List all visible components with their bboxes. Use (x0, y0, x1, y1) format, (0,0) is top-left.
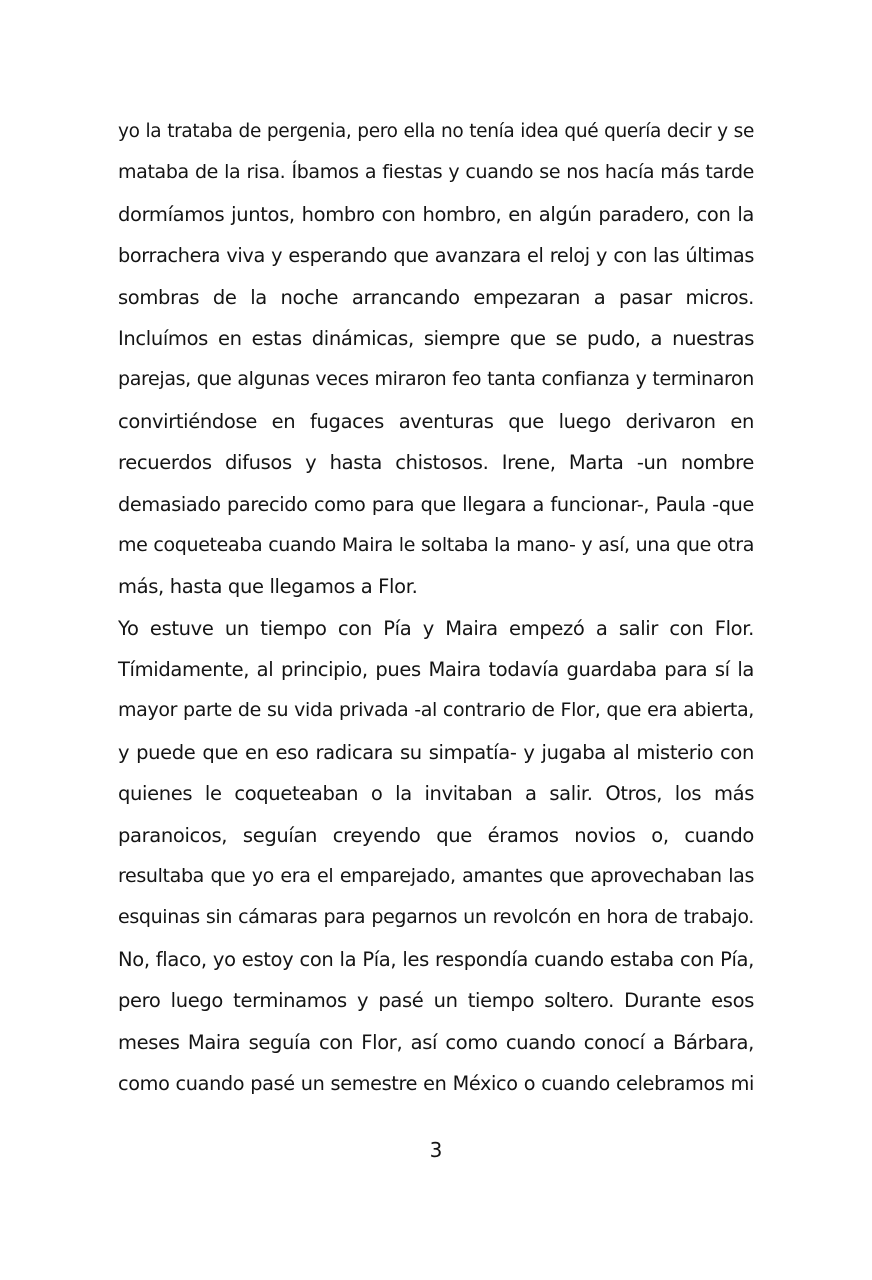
text-line: me coqueteaba cuando Maira le soltaba la mano- y así, una que otra (118, 533, 754, 556)
text-line: mataba de la risa. Íbamos a fiestas y cuando se nos hacía más tarde (118, 161, 754, 184)
text-line: resultaba que yo era el emparejado, amantes que aprovechaban las (118, 865, 754, 888)
page-number: 3 (429, 1138, 443, 1162)
body-text (118, 111, 754, 1104)
text-line: No, flaco, yo estoy con la Pía, les respondía cuando estaba con Pía, (118, 947, 754, 971)
text-line: y puede que en eso radicara su simpatía- y jugaba al misterio con (118, 740, 754, 764)
text-line: parejas, que algunas veces miraron feo tanta confianza y terminaron (118, 368, 754, 391)
text-line: paranoicos, seguían creyendo que éramos novios o, cuando (118, 823, 754, 847)
text-line: Tímidamente, al principio, pues Maira todavía guardaba para sí la (118, 658, 754, 682)
text-line: borrachera viva y esperando que avanzara el reloj y con las últimas (118, 244, 754, 268)
text-line: pero luego terminamos y pasé un tiempo soltero. Durante esos (118, 989, 754, 1013)
text-line: sombras de la noche arrancando empezaran a pasar micros. (118, 285, 754, 309)
text-line: convirtiéndose en fugaces aventuras que luego derivaron en (118, 409, 754, 433)
text-line: yo la trataba de pergenia, pero ella no tenía idea qué quería decir y se (118, 121, 754, 142)
text-line: como cuando pasé un semestre en México o cuando celebramos mi (118, 1071, 754, 1095)
text-line: demasiado parecido como para que llegara a funcionar-, Paula -que (118, 492, 754, 516)
text-line: dormíamos juntos, hombro con hombro, en algún paradero, con la (118, 202, 754, 226)
text-line: Incluímos en estas dinámicas, siempre que se pudo, a nuestras (118, 326, 754, 350)
text-line: esquinas sin cámaras para pegarnos un revolcón en hora de trabajo. (118, 906, 754, 929)
text-line: recuerdos difusos y hasta chistosos. Irene, Marta -un nombre (118, 451, 754, 475)
text-line: mayor parte de su vida privada -al contrario de Flor, que era abierta, (118, 699, 754, 722)
text-line: meses Maira seguía con Flor, así como cuando conocí a Bárbara, (118, 1030, 754, 1054)
text-line: quienes le coqueteaban o la invitaban a salir. Otros, los más (118, 782, 754, 806)
text-line: más, hasta que llegamos a Flor. (118, 575, 418, 599)
text-line: Yo estuve un tiempo con Pía y Maira empezó a salir con Flor. (118, 616, 754, 640)
